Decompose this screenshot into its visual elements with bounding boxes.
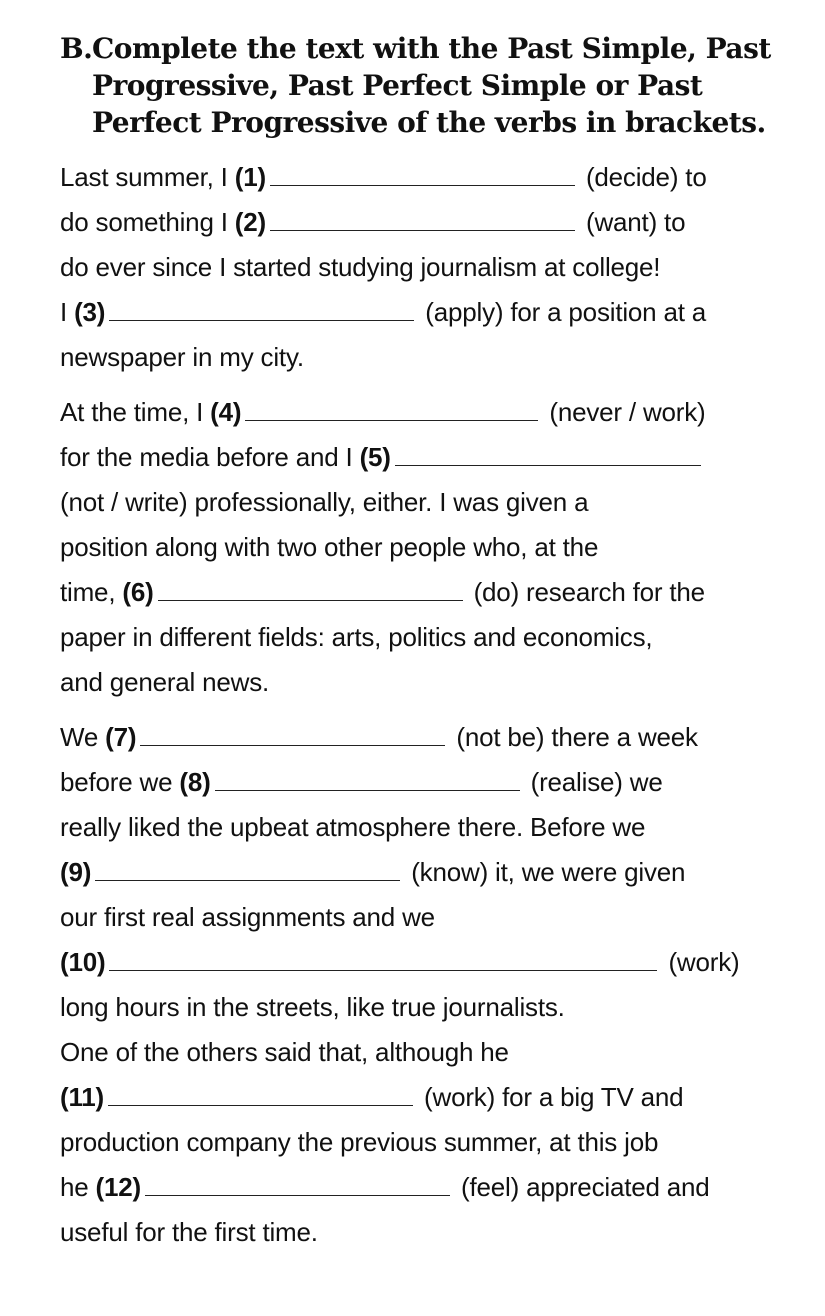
answer-blank-9[interactable] xyxy=(95,854,400,881)
exercise-instruction xyxy=(60,30,775,141)
text-line xyxy=(60,1075,775,1120)
text-line: useful for the first time. xyxy=(60,1217,318,1247)
text-line: paper in different fields: arts, politics and economics, xyxy=(60,622,653,652)
line-text: (decide) to xyxy=(578,162,707,192)
text-line: One of the others said that, although he xyxy=(60,1037,509,1067)
text-line xyxy=(60,435,775,480)
item-number: (6) xyxy=(122,577,154,607)
line-text: he xyxy=(60,1172,96,1202)
item-number: (10) xyxy=(60,947,106,977)
item-number: (12) xyxy=(95,1172,141,1202)
line-text: (feel) appreciated and xyxy=(453,1172,710,1202)
item-number: (11) xyxy=(60,1082,105,1112)
item-number: (3) xyxy=(74,297,106,327)
text-line xyxy=(60,715,775,760)
exercise-letter: B. xyxy=(60,32,93,65)
paragraph-2 xyxy=(60,390,775,705)
item-number: (7) xyxy=(105,722,137,752)
text-line: do ever since I started studying journalism at college! xyxy=(60,252,661,282)
line-text: (do) research for the xyxy=(466,577,705,607)
text-line xyxy=(60,850,775,895)
paragraph-3 xyxy=(60,715,775,1255)
item-number: (8) xyxy=(179,767,211,797)
text-line: our first real assignments and we xyxy=(60,902,435,932)
text-line: and general news. xyxy=(60,667,270,697)
line-text: (not be) there a week xyxy=(449,722,698,752)
text-line xyxy=(60,390,775,435)
text-line: long hours in the streets, like true journalists. xyxy=(60,992,565,1022)
answer-blank-4[interactable] xyxy=(245,394,538,421)
line-text: before we xyxy=(60,767,180,797)
answer-blank-7[interactable] xyxy=(140,719,445,746)
answer-blank-3[interactable] xyxy=(109,294,414,321)
line-text: do something I xyxy=(60,207,235,237)
line-text: (never / work) xyxy=(542,397,706,427)
worksheet-page xyxy=(60,30,775,1265)
text-line xyxy=(60,760,775,805)
instruction-text: Complete the text with the Past Simple, Past Progressive, Past Perfect Simple or Past Perfect Progressive of the verbs in brackets. xyxy=(92,32,771,139)
line-text: time, xyxy=(60,577,123,607)
answer-blank-10[interactable] xyxy=(109,944,657,971)
answer-blank-12[interactable] xyxy=(145,1169,450,1196)
text-line xyxy=(60,570,775,615)
line-text: (realise) we xyxy=(523,767,663,797)
text-line: really liked the upbeat atmosphere there. Before we xyxy=(60,812,646,842)
text-line xyxy=(60,200,775,245)
text-line xyxy=(60,290,775,335)
line-text: (apply) for a position at a xyxy=(418,297,707,327)
item-number: (4) xyxy=(210,397,242,427)
item-number: (5) xyxy=(359,442,391,472)
text-line: position along with two other people who, at the xyxy=(60,532,599,562)
item-number: (9) xyxy=(60,857,92,887)
text-line xyxy=(60,155,775,200)
answer-blank-5[interactable] xyxy=(395,439,701,466)
text-line: (not / write) professionally, either. I was given a xyxy=(60,487,589,517)
line-text: I xyxy=(60,297,75,327)
line-text: (want) to xyxy=(578,207,686,237)
line-text: (know) it, we were given xyxy=(404,857,686,887)
text-line xyxy=(60,940,775,985)
line-text: (work) for a big TV and xyxy=(417,1082,684,1112)
answer-blank-6[interactable] xyxy=(158,574,463,601)
line-text: (work) xyxy=(661,947,740,977)
item-number: (2) xyxy=(234,207,266,237)
answer-blank-1[interactable] xyxy=(270,159,575,186)
text-line: newspaper in my city. xyxy=(60,342,304,372)
line-text: We xyxy=(60,722,106,752)
text-line xyxy=(60,1165,775,1210)
line-text: Last summer, I xyxy=(60,162,235,192)
text-line: production company the previous summer, at this job xyxy=(60,1127,659,1157)
line-text: for the media before and I xyxy=(60,442,360,472)
answer-blank-11[interactable] xyxy=(108,1079,413,1106)
answer-blank-8[interactable] xyxy=(215,764,520,791)
item-number: (1) xyxy=(234,162,266,192)
paragraph-1 xyxy=(60,155,775,380)
answer-blank-2[interactable] xyxy=(270,204,575,231)
line-text: At the time, I xyxy=(60,397,211,427)
